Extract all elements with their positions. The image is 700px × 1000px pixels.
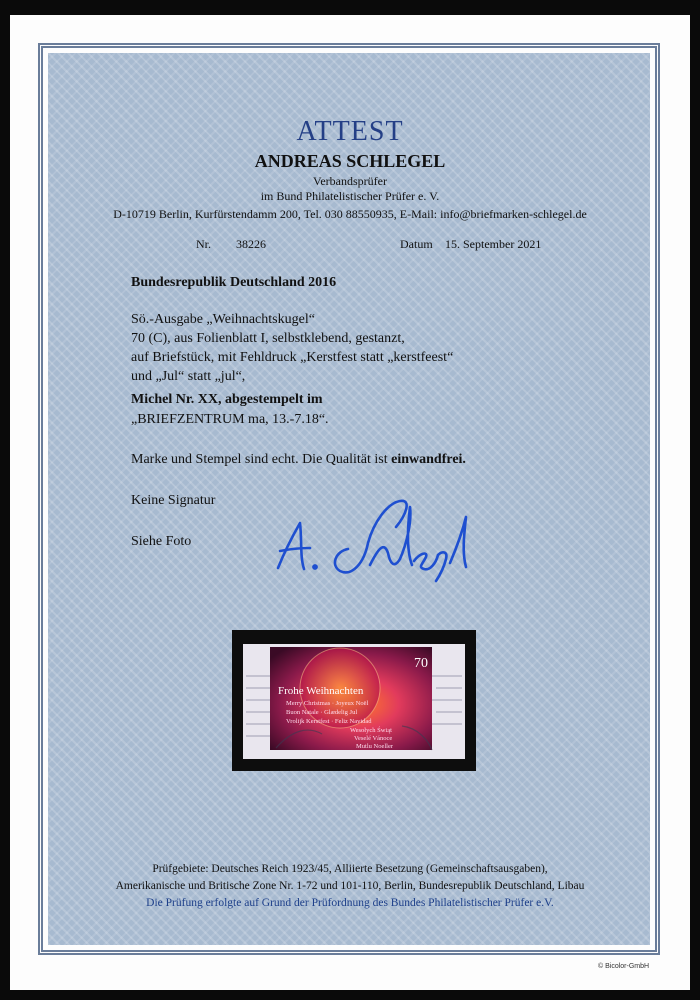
examination-fields: Prüfgebiete: Deutsches Reich 1923/45, Alliierte Besetzung (Gemeinschaftsausgaben),	[152, 863, 548, 875]
description-line: Sö.-Ausgabe „Weihnachtskugel“	[131, 312, 315, 327]
certificate-number-label: Nr.	[196, 237, 211, 251]
description-line: und „Jul“ statt „jul“,	[131, 369, 246, 384]
description-catalog-line: Michel Nr. XX, abgestempelt im	[131, 392, 323, 407]
authenticity-text: Marke und Stempel sind echt. Die Qualität ist	[131, 452, 392, 467]
description-line: 70 (C), aus Folienblatt I, selbstklebend, gestanzt,	[131, 331, 405, 346]
description-line: auf Briefstück, mit Fehldruck „Kerstfest statt „kerstfeest“	[131, 350, 454, 365]
stamp-photo	[232, 630, 476, 771]
examiner-address: D-10719 Berlin, Kurfürstendamm 200, Tel. 030 88550935, E-Mail: info@briefmarken-schlegel.de	[113, 207, 587, 221]
stamp-issue-heading: Bundesrepublik Deutschland 2016	[131, 275, 337, 290]
stamp-text: Mutlu Noeller	[356, 743, 394, 750]
examiner-name: ANDREAS SCHLEGEL	[254, 151, 446, 171]
stamp-text: Veselé Vánoce	[354, 735, 393, 742]
examiner-association: im Bund Philatelistischer Prüfer e. V.	[260, 189, 440, 203]
signature-note: Keine Signatur	[131, 493, 216, 508]
stamp-text: Wesołych Świąt	[350, 727, 392, 734]
certificate-title: ATTEST	[296, 116, 404, 147]
certificate-date-label: Datum	[400, 237, 433, 251]
certificate-sheet	[10, 15, 690, 990]
stamp-value: 70	[414, 656, 428, 671]
authenticity-statement	[131, 452, 466, 468]
examination-fields-continued: Amerikanische und Britische Zone Nr. 1-72 und 101-110, Berlin, Bundesrepublik Deutschland, Libau	[115, 880, 585, 892]
certificate-date: 15. September 2021	[445, 237, 542, 251]
handwritten-signature	[260, 493, 480, 583]
stamp-text: Buon Natale · Glædelig Jul	[286, 709, 358, 716]
quality-rating: einwandfrei.	[391, 452, 466, 467]
stamp-text: Vrolijk Kerstfest · Feliz Navidad	[286, 718, 372, 725]
photo-note: Siehe Foto	[131, 534, 192, 549]
certificate-number: 38226	[236, 237, 266, 251]
examination-rules-note: Die Prüfung erfolgte auf Grund der Prüfordnung des Bundes Philatelistischer Prüfer e.V.	[146, 897, 554, 909]
stamp-text: Merry Christmas · Joyeux Noël	[286, 700, 369, 707]
description-postmark-line: „BRIEFZENTRUM ma, 13.-7.18“.	[131, 412, 329, 427]
stamp-text: Frohe Weihnachten	[278, 685, 364, 697]
examiner-role: Verbandsprüfer	[313, 174, 387, 188]
copyright-mark: © Bicolor-GmbH	[598, 963, 650, 970]
